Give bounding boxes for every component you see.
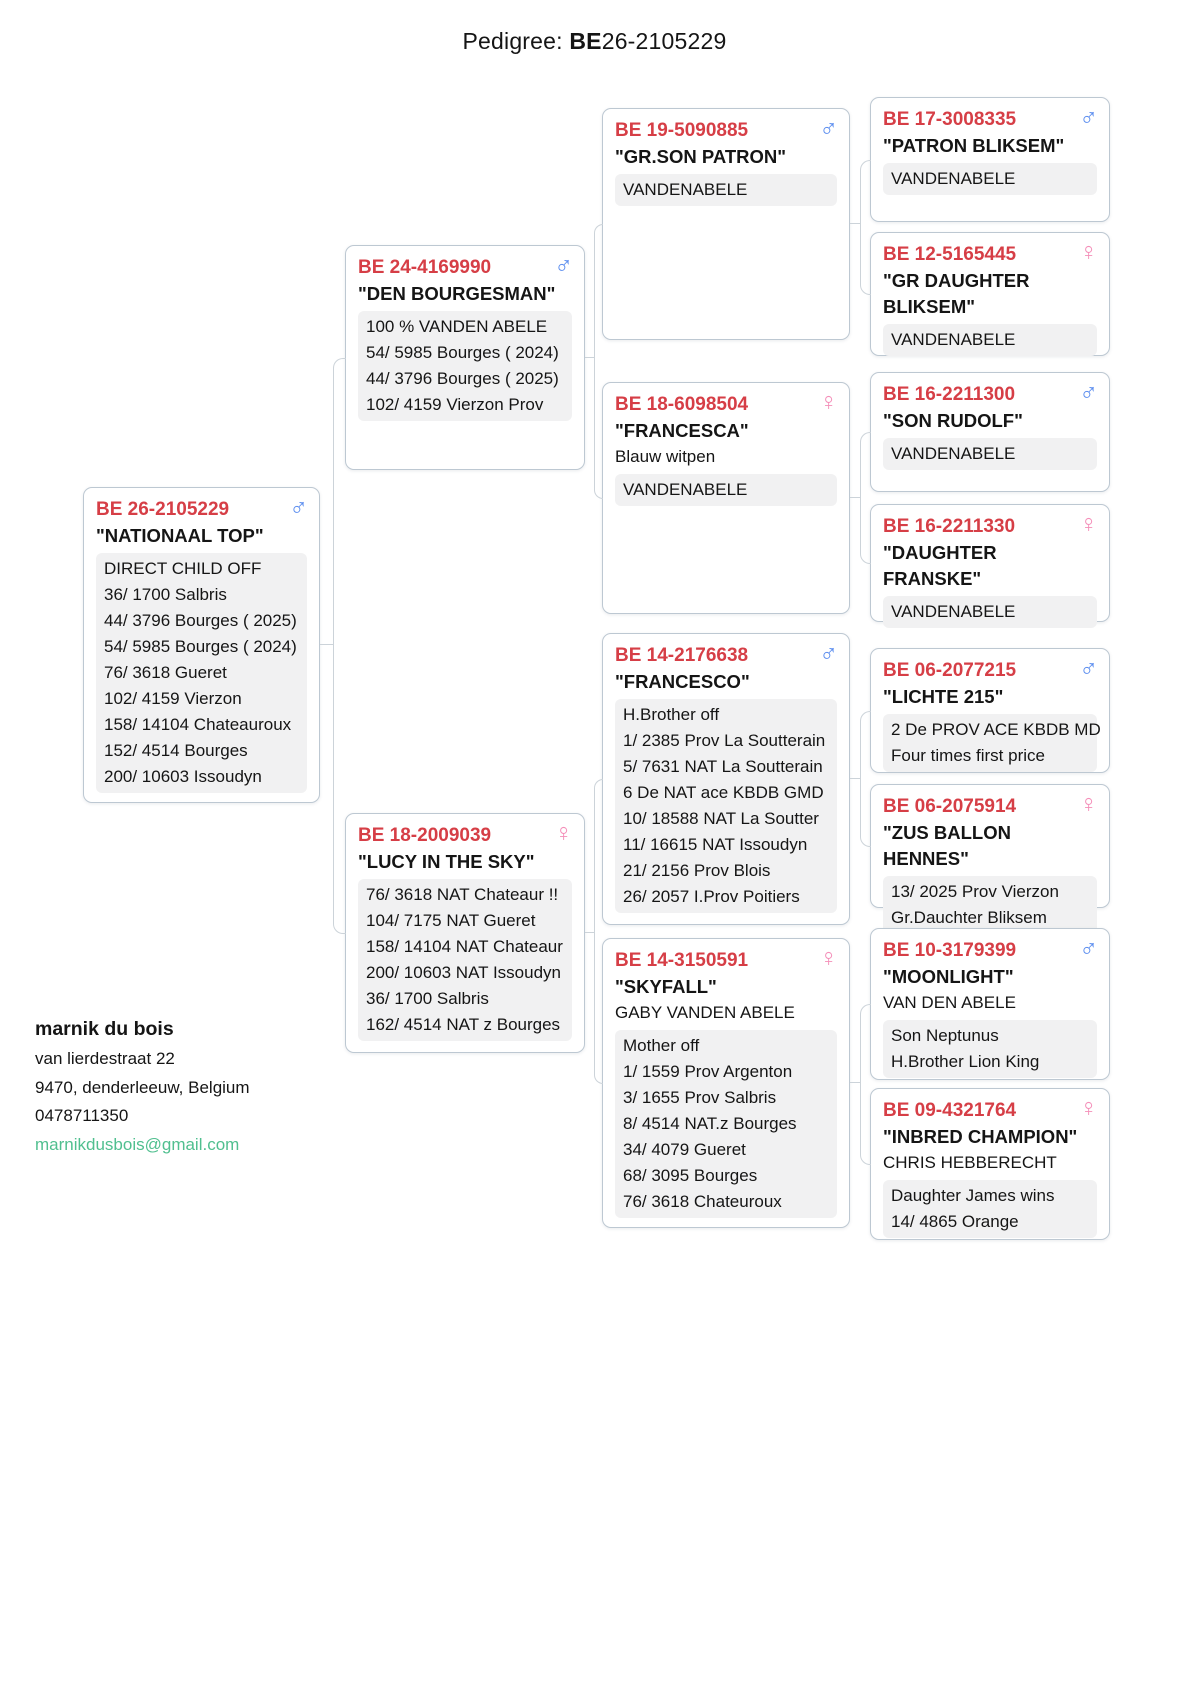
- connector-line: [594, 779, 603, 934]
- result-line: 102/ 4159 Vierzon Prov: [366, 395, 544, 414]
- contact-phone: 0478711350: [35, 1106, 129, 1125]
- connector-line: [594, 933, 603, 1084]
- ring-number: BE 18-6098504: [615, 394, 749, 415]
- result-line: 44/ 3796 Bourges ( 2025): [366, 369, 559, 388]
- male-icon: ♂: [1079, 378, 1098, 406]
- male-icon: ♂: [289, 493, 308, 521]
- ring-number: BE 06-2077215: [883, 660, 1017, 681]
- pigeon-card-mother[interactable]: [345, 813, 585, 1053]
- male-icon: ♂: [554, 251, 573, 279]
- male-icon: ♂: [819, 114, 838, 142]
- result-line: 34/ 4079 Gueret: [623, 1140, 746, 1159]
- pigeon-card-mmm[interactable]: [870, 1088, 1110, 1240]
- result-line: 36/ 1700 Salbris: [104, 585, 227, 604]
- connector-line: [860, 1083, 871, 1165]
- result-line: 152/ 4514 Bourges: [104, 741, 248, 760]
- results-box: [615, 174, 837, 206]
- result-line: 76/ 3618 Gueret: [104, 663, 227, 682]
- ring-number: BE 16-2211330: [883, 516, 1016, 537]
- contact-name: marnik du bois: [35, 1018, 174, 1040]
- result-line: H.Brother Lion King: [891, 1052, 1040, 1071]
- ring-number: BE 17-3008335: [883, 109, 1017, 130]
- page-title-ring-bold: BE: [569, 28, 602, 54]
- result-line: 14/ 4865 Orange: [891, 1212, 1019, 1231]
- result-line: 162/ 4514 NAT z Bourges: [366, 1015, 561, 1034]
- pigeon-card-ff[interactable]: [602, 108, 850, 340]
- connector-line: [585, 932, 594, 933]
- pigeon-name: "SON RUDOLF": [883, 410, 1023, 431]
- pigeon-card-fff[interactable]: [870, 97, 1110, 222]
- result-line: 104/ 7175 NAT Gueret: [366, 911, 536, 930]
- pigeon-name: "DAUGHTER FRANSKE": [883, 542, 997, 589]
- pigeon-name: "FRANCESCA": [615, 420, 749, 441]
- female-icon: ♀: [819, 944, 838, 972]
- result-line: VANDENABELE: [891, 444, 1016, 463]
- results-box: [615, 1030, 837, 1218]
- female-icon: ♀: [554, 819, 573, 847]
- pigeon-name: "LICHTE 215": [883, 686, 1004, 707]
- female-icon: ♀: [1079, 790, 1098, 818]
- connector-line: [860, 779, 871, 847]
- ring-number: BE 14-3150591: [615, 950, 749, 971]
- result-line: 1/ 2385 Prov La Soutterain: [623, 731, 826, 750]
- pigeon-card-mff[interactable]: [870, 648, 1110, 773]
- connector-line: [850, 778, 860, 779]
- contact-email-link[interactable]: marnikdusbois@gmail.com: [35, 1134, 240, 1154]
- ring-number: BE 14-2176638: [615, 645, 749, 666]
- result-line: 100 % VANDEN ABELE: [366, 317, 548, 336]
- ring-number: BE 16-2211300: [883, 384, 1016, 405]
- ring-number: BE 24-4169990: [358, 257, 492, 278]
- result-line: 26/ 2057 I.Prov Poitiers: [623, 887, 800, 906]
- contact-block: [35, 1014, 250, 1159]
- male-icon: ♂: [1079, 654, 1098, 682]
- results-box: [883, 438, 1097, 470]
- result-line: 11/ 16615 NAT Issoudyn: [623, 835, 808, 854]
- connector-line: [860, 160, 871, 226]
- connector-line: [860, 432, 871, 499]
- result-line: 158/ 14104 Chateauroux: [104, 715, 292, 734]
- results-box: [883, 1180, 1097, 1238]
- pigeon-name: "GR.SON PATRON": [615, 146, 787, 167]
- result-line: 68/ 3095 Bourges: [623, 1166, 758, 1185]
- pigeon-card-mmf[interactable]: [870, 928, 1110, 1080]
- result-line: 36/ 1700 Salbris: [366, 989, 489, 1008]
- info-line: CHRIS HEBBERECHT: [883, 1153, 1057, 1172]
- results-box: [615, 699, 837, 913]
- result-line: Mother off: [623, 1036, 700, 1055]
- connector-line: [333, 358, 346, 647]
- result-line: 13/ 2025 Prov Vierzon: [891, 882, 1059, 901]
- pigeon-name: "DEN BOURGESMAN": [358, 283, 556, 304]
- result-line: 10/ 18588 NAT La Soutter: [623, 809, 819, 828]
- connector-line: [860, 498, 871, 564]
- results-box: [96, 553, 307, 793]
- results-box: [883, 596, 1097, 628]
- result-line: VANDENABELE: [623, 180, 748, 199]
- pigeon-card-subject[interactable]: [83, 487, 320, 803]
- result-line: 76/ 3618 Chateuroux: [623, 1192, 782, 1211]
- pigeon-card-fmm[interactable]: [870, 504, 1110, 622]
- male-icon: ♂: [1079, 103, 1098, 131]
- connector-line: [594, 224, 603, 359]
- result-line: VANDENABELE: [623, 480, 748, 499]
- pigeon-card-fmf[interactable]: [870, 372, 1110, 492]
- female-icon: ♀: [1079, 238, 1098, 266]
- pigeon-name: "MOONLIGHT": [883, 966, 1014, 987]
- result-line: 21/ 2156 Prov Blois: [623, 861, 771, 880]
- pigeon-name: "NATIONAAL TOP": [96, 525, 264, 546]
- ring-number: BE 12-5165445: [883, 244, 1017, 265]
- result-line: 5/ 7631 NAT La Soutterain: [623, 757, 823, 776]
- results-box: [883, 1020, 1097, 1078]
- info-line: Blauw witpen: [615, 447, 716, 466]
- ring-number: BE 06-2075914: [883, 796, 1017, 817]
- pigeon-card-ffm[interactable]: [870, 232, 1110, 356]
- result-line: Gr.Dauchter Bliksem: [891, 908, 1047, 927]
- pigeon-name: "INBRED CHAMPION": [883, 1126, 1078, 1147]
- connector-line: [320, 644, 333, 645]
- female-icon: ♀: [1079, 1094, 1098, 1122]
- pigeon-card-mm[interactable]: [602, 938, 850, 1228]
- results-box: [883, 714, 1101, 772]
- info-line: VAN DEN ABELE: [883, 993, 1016, 1012]
- pigeon-name: "FRANCESCO": [615, 671, 750, 692]
- result-line: VANDENABELE: [891, 602, 1016, 621]
- results-box: [358, 311, 572, 421]
- result-line: Four times first price: [891, 746, 1045, 765]
- result-line: 102/ 4159 Vierzon: [104, 689, 242, 708]
- pigeon-name: "SKYFALL": [615, 976, 717, 997]
- results-box: [358, 879, 572, 1041]
- ring-number: BE 19-5090885: [615, 120, 749, 141]
- result-line: 44/ 3796 Bourges ( 2025): [104, 611, 297, 630]
- result-line: 6 De NAT ace KBDB GMD: [623, 783, 824, 802]
- ring-number: BE 18-2009039: [358, 825, 492, 846]
- result-line: 200/ 10603 NAT Issoudyn: [366, 963, 562, 982]
- pigeon-card-mf[interactable]: [602, 633, 850, 925]
- result-line: 3/ 1655 Prov Salbris: [623, 1088, 777, 1107]
- results-box: [883, 324, 1097, 356]
- pigeon-name: "ZUS BALLON HENNES": [883, 822, 1011, 869]
- pigeon-name: "GR DAUGHTER BLIKSEM": [883, 270, 1030, 317]
- result-line: Daughter James wins: [891, 1186, 1055, 1205]
- connector-line: [850, 223, 860, 224]
- female-icon: ♀: [1079, 510, 1098, 538]
- results-box: [615, 474, 837, 506]
- connector-line: [860, 711, 871, 781]
- connector-line: [585, 357, 594, 358]
- result-line: VANDENABELE: [891, 169, 1016, 188]
- page-title-ring-rest: 26-2105229: [601, 28, 727, 54]
- result-line: 76/ 3618 NAT Chateaur !!: [366, 885, 559, 904]
- result-line: 54/ 5985 Bourges ( 2024): [104, 637, 297, 656]
- connector-line: [594, 358, 603, 500]
- page-title-prefix: Pedigree:: [462, 28, 570, 54]
- contact-address-line2: 9470, denderleeuw, Belgium: [35, 1077, 250, 1097]
- result-line: 158/ 14104 NAT Chateaur: [366, 937, 563, 956]
- info-line: GABY VANDEN ABELE: [615, 1003, 795, 1022]
- results-box: [883, 163, 1097, 195]
- connector-line: [850, 497, 860, 498]
- pigeon-card-mfm[interactable]: [870, 784, 1110, 927]
- connector-line: [850, 1082, 860, 1083]
- pigeon-name: "PATRON BLIKSEM": [883, 135, 1065, 156]
- result-line: 8/ 4514 NAT.z Bourges: [623, 1114, 797, 1133]
- result-line: 200/ 10603 Issoudyn: [104, 767, 262, 786]
- pigeon-card-fm[interactable]: [602, 382, 850, 614]
- result-line: DIRECT CHILD OFF: [104, 559, 262, 578]
- male-icon: ♂: [1079, 934, 1098, 962]
- result-line: VANDENABELE: [891, 330, 1016, 349]
- pigeon-card-father[interactable]: [345, 245, 585, 470]
- ring-number: BE 26-2105229: [96, 499, 230, 520]
- connector-line: [333, 645, 346, 934]
- result-line: 1/ 1559 Prov Argenton: [623, 1062, 793, 1081]
- result-line: 54/ 5985 Bourges ( 2024): [366, 343, 559, 362]
- ring-number: BE 09-4321764: [883, 1100, 1017, 1121]
- results-box: [883, 876, 1097, 934]
- connector-line: [860, 224, 871, 295]
- ring-number: BE 10-3179399: [883, 940, 1017, 961]
- contact-address-line1: van lierdestraat 22: [35, 1049, 175, 1068]
- pigeon-name: "LUCY IN THE SKY": [358, 851, 535, 872]
- result-line: H.Brother off: [623, 705, 720, 724]
- result-line: Son Neptunus: [891, 1026, 999, 1045]
- female-icon: ♀: [819, 388, 838, 416]
- male-icon: ♂: [819, 639, 838, 667]
- connector-line: [860, 1004, 871, 1084]
- result-line: 2 De PROV ACE KBDB MD: [891, 720, 1101, 739]
